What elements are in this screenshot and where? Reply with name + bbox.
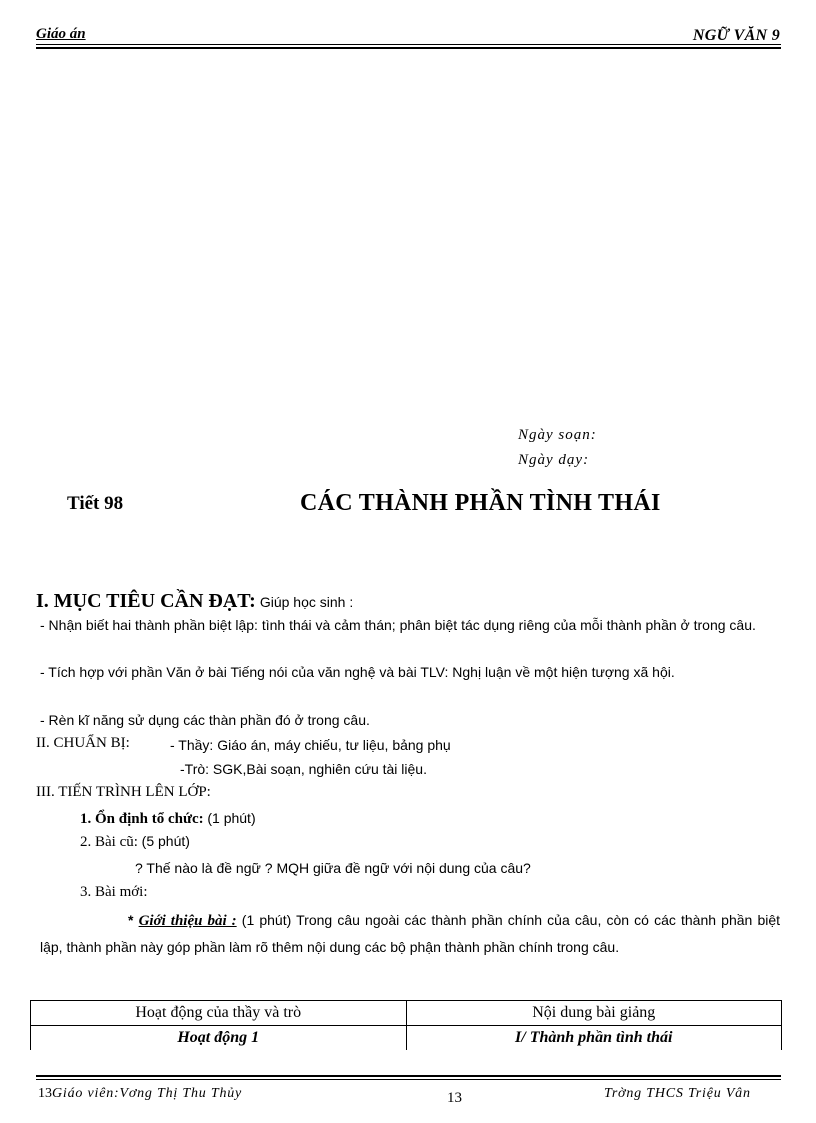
footer-teacher-line <box>38 1086 242 1102</box>
section2-line <box>36 735 130 752</box>
section1-intro: Giúp học sinh : <box>259 594 354 610</box>
header-rule-bottom <box>36 47 781 49</box>
section1-heading-line <box>36 590 353 613</box>
step2-time: (5 phút) <box>141 833 190 849</box>
section1-item-1: - Nhận biết hai thành phần biệt lập: tình thái và cảm thán; phân biệt tác dụng riêng của mỗi thành phần ở trong câu. <box>40 617 756 633</box>
table-row <box>31 1026 782 1051</box>
table-header-row <box>31 1001 782 1026</box>
table-cell-content: I/ Thành phần tình thái <box>406 1026 782 1051</box>
table-cell-activity: Hoạt động 1 <box>31 1026 407 1051</box>
footer-school: Trờng THCS Triệu Vân <box>604 1086 751 1101</box>
section2-heading: II. CHUẨN BỊ: <box>36 735 130 751</box>
intro-paragraph <box>40 907 780 960</box>
step3-label: 3. Bài mới: <box>80 884 148 900</box>
step1-label: 1. Ổn định tổ chức: <box>80 811 204 827</box>
date-prepared: Ngày soạn: <box>518 427 597 443</box>
section1-item-2: - Tích hợp với phần Văn ở bài Tiếng nói của văn nghệ và bài TLV: Nghị luận về một hiện tượng xã hội. <box>40 664 675 680</box>
section2-student: -Trò: SGK,Bài soạn, nghiên cứu tài liệu. <box>180 761 427 777</box>
step2-question: ? Thế nào là đề ngữ ? MQH giữa đề ngữ với nội dung của câu? <box>135 860 531 876</box>
header-left-label: Giáo án <box>36 26 86 42</box>
header-right-label: NGỮ VĂN 9 <box>692 27 780 44</box>
step1-time: (1 phút) <box>207 810 256 826</box>
lesson-plan-table <box>30 1000 782 1050</box>
table-header-activity: Hoạt động của thầy và trò <box>31 1001 407 1026</box>
section3-heading: III. TIẾN TRÌNH LÊN LỚP: <box>36 784 211 800</box>
footer-rule-top <box>36 1075 781 1077</box>
step2-line <box>80 833 190 851</box>
intro-label: Giới thiệu bài : <box>138 913 237 929</box>
date-taught: Ngày dạy: <box>518 452 590 468</box>
table-header-content: Nội dung bài giảng <box>406 1001 782 1026</box>
step1-line <box>80 810 256 828</box>
step2-label: 2. Bài cũ: <box>80 834 138 850</box>
header-rule-top <box>36 44 781 45</box>
intro-text: (1 phút) Trong câu ngoài các thành phần chính của câu, còn có các thành phần biệt lập, thành phần này góp phần làm rõ thêm nội dung các bộ phận thành phần chính trong câu. <box>40 912 781 955</box>
section1-heading: I. MỤC TIÊU CẦN ĐẠT: <box>36 590 256 612</box>
section1-item-3: - Rèn kĩ năng sử dụng các thàn phần đó ở trong câu. <box>40 712 370 728</box>
intro-star: * <box>128 912 134 928</box>
lesson-period: Tiết 98 <box>67 493 124 514</box>
footer-rule-bottom <box>36 1079 781 1080</box>
footer-superscript: 13 <box>38 1086 52 1101</box>
footer-page-number: 13 <box>447 1090 462 1106</box>
lesson-title: CÁC THÀNH PHẦN TÌNH THÁI <box>300 490 661 516</box>
footer-teacher: Giáo viên:Vơng Thị Thu Thủy <box>52 1086 243 1101</box>
section2-teacher: - Thầy: Giáo án, máy chiếu, tư liệu, bảng phụ <box>170 737 451 753</box>
